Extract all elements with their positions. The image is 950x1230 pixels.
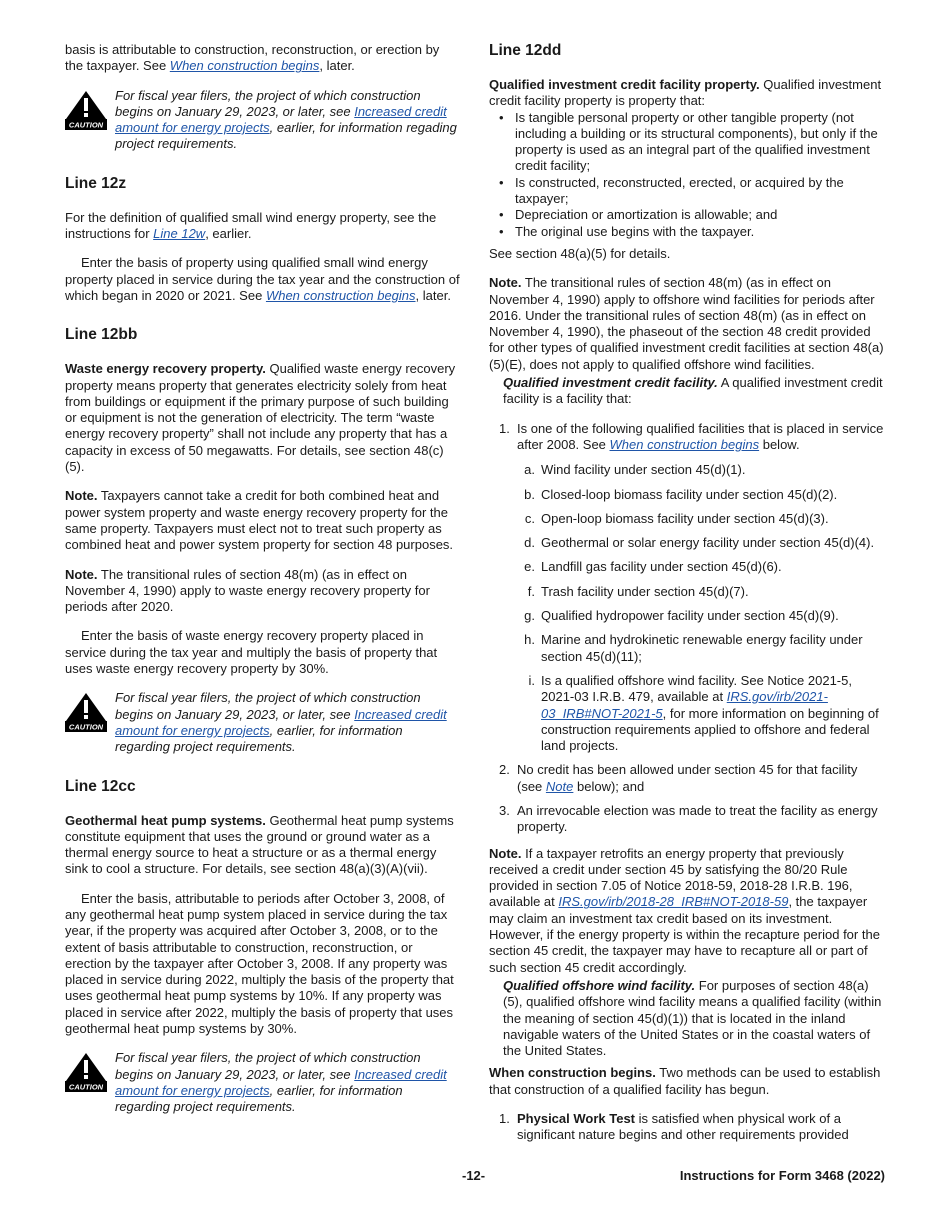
caution-icon-label: CAUTION [68, 1082, 104, 1092]
when-construction-begins-paragraph: When construction begins. Two methods can be used to establish that construction of a qualified facility has begun. [489, 1065, 881, 1097]
list-item: a. Wind facility under section 45(d)(1). [524, 462, 746, 478]
caution-icon-label: CAUTION [68, 722, 104, 732]
caution-note-2: CAUTION For fiscal year filers, the project of which construction begins on January 29, 2023, or later, see Increased credit amount for energy projects, earlier, for information regarding project requirements. [65, 690, 460, 755]
increased-credit-link[interactable]: Increased credit amount for energy projects [115, 706, 447, 738]
line-12z-enter-basis: Enter the basis of property using qualified small wind energy property placed in service during the tax year and the construction of which began in 2020 or 2021. See When construction begins, later. [65, 255, 460, 303]
list-item: 1. Physical Work Test is satisfied when physical work of a significant nature begins and other requirements provided [499, 1111, 849, 1143]
list-item: e. Landfill gas facility under section 45(d)(6). [524, 559, 782, 575]
list-item: • Is tangible personal property or other tangible property (not including a building or its structural components), but only if the property is used as an integral part of the qualified investment credit facility; [489, 110, 885, 175]
note-retrofit: Note. If a taxpayer retrofits an energy property that previously received a credit under section 45 by satisfying the 80/20 Rule provided in section 7.05 of Notice 2018-59, 2018-28 I.R.B. 196, available at IRS.gov/irb/2018-28_IRB#NOT-2018-59, the taxpayer may claim an investment tax credit based on its investment. However, if the energy property is within the recapture period for the section 45 credit, the taxpayer may have to recapture all or part of such section 45 credit accordingly. [489, 845, 880, 975]
qicf-property-paragraph: Qualified investment credit facility property. Qualified investment credit facility property is property that: [489, 77, 882, 109]
heading-line-12bb: Line 12bb [65, 326, 138, 344]
form-title: Instructions for Form 3468 (2022) [679, 1168, 885, 1183]
offshore-wind-definition: Qualified offshore wind facility. For purposes of section 48(a)(5), qualified offshore wind facility means a qualified facility (within the meaning of section 45(d)(1)) that is located in the inland navigable waters of the United States or in the coastal waters of the United States. [503, 977, 882, 1059]
when-construction-begins-link[interactable]: When construction begins [169, 58, 320, 74]
line-12w-link[interactable]: Line 12w [153, 226, 206, 242]
list-item: 3. An irrevocable election was made to treat the facility as energy property. [499, 802, 878, 835]
caution-note-1: CAUTION For fiscal year filers, the project of which construction begins on January 29, 2023, or later, see Increased credit amount for energy projects, earlier, for information regading project requirements. [65, 88, 460, 153]
left-column [65, 42, 460, 1138]
list-item: i. Is a qualified offshore wind facility. See Notice 2021-5, 2021-03 I.R.B. 479, available at IRS.gov/irb/2021-03_IRB#NOT-2021-5, for more information on beginning of construction requirements applied to offshore and federal land projects. [528, 672, 879, 754]
geothermal-paragraph: Geothermal heat pump systems. Geothermal heat pump systems constitute equipment that uses the ground or ground water as a thermal energy source to heat a structure or as a thermal energy sink to cool a structure. For details, see section 48(a)(3)(A)(vii). [65, 812, 454, 877]
caution-icon-label: CAUTION [68, 120, 104, 130]
caution-icon [65, 90, 107, 130]
irs-notice-2018-59-link[interactable]: IRS.gov/irb/2018-28_IRB#NOT-2018-59 [558, 894, 789, 910]
property-requirements-list [489, 110, 885, 240]
note-link[interactable]: Note [545, 778, 574, 794]
list-item: h. Marine and hydrokinetic renewable energy facility under section 45(d)(11); [524, 632, 863, 664]
list-item: 2. No credit has been allowed under section 45 for that facility (see Note below); and [499, 762, 858, 794]
list-item: • Depreciation or amortization is allowable; and [489, 207, 885, 223]
when-construction-begins-link[interactable]: When construction begins [609, 436, 760, 452]
heading-line-12dd: Line 12dd [489, 42, 562, 59]
caution-note-3: CAUTION For fiscal year filers, the project of which construction begins on January 29, 2023, or later, see Increased credit amount for energy projects, earlier, for information regarding project requirements. [65, 1050, 460, 1115]
line-12z-definition: For the definition of qualified small wind energy property, see the instructions for Line 12w, earlier. [65, 209, 437, 242]
qicf-definition: Qualified investment credit facility. A qualified investment credit facility is a facility that: [503, 375, 883, 407]
waste-energy-paragraph: Waste energy recovery property. Qualified waste energy recovery property means property that generates electricity solely from heat from buildings or equipment if the primary purpose of such building or equipment is not the generation of electricity. The term “waste energy recovery property” shall not include any property that has a capacity in excess of 50 megawatts. For details, see section 48(c)(5). [65, 361, 456, 475]
page-number: -12- [462, 1168, 486, 1183]
increased-credit-link[interactable]: Increased credit amount for energy projects [115, 1066, 447, 1098]
right-column [489, 42, 885, 1154]
list-item: • Is constructed, reconstructed, erected, or acquired by the taxpayer; [489, 175, 885, 208]
list-item: g. Qualified hydropower facility under section 45(d)(9). [524, 608, 839, 624]
note-offshore-wind: Note. The transitional rules of section 48(m) (as in effect on November 4, 1990) apply to offshore wind facilities for periods after 2016. Under the transitional rules of section 48(m) (as in effect on November 4, 1990), the phaseout of the section 48 credit provided for other types of qualified investment credit facilities at section 48(a)(5)(E), does not apply to qualified offshore wind facilities. [489, 275, 884, 372]
list-item: d. Geothermal or solar energy facility under section 45(d)(4). [524, 535, 875, 551]
facility-requirements-list [489, 421, 885, 836]
increased-credit-link[interactable]: Increased credit amount for energy projects [115, 103, 447, 136]
heading-line-12cc: Line 12cc [65, 777, 136, 795]
list-item: f. Trash facility under section 45(d)(7). [527, 583, 749, 599]
when-construction-begins-link[interactable]: When construction begins [265, 287, 416, 303]
intro-paragraph: basis is attributable to construction, reconstruction, or erection by the taxpayer. See When construction begins, later. [65, 42, 440, 74]
list-item: c. Open-loop biomass facility under section 45(d)(3). [524, 510, 829, 526]
construction-methods-list [489, 1111, 885, 1144]
list-item: b. Closed-loop biomass facility under section 45(d)(2). [524, 486, 838, 502]
see-section-paragraph: See section 48(a)(5) for details. [489, 245, 671, 261]
caution-icon [65, 692, 107, 732]
note-transitional-rules: Note. The transitional rules of section 48(m) (as in effect on November 4, 1990) apply to waste energy recovery property for periods after 2020. [65, 566, 430, 615]
line-12cc-enter-basis: Enter the basis, attributable to periods after October 3, 2008, of any geothermal heat pump system placed in service during the tax year, if the property was acquired after October 3, 2008, or to the extent of basis attributable to construction, reconstruction, or erection by the taxpayer after October 3, 2008. If any property was placed in service during 2022, multiply the basis of the property that uses geothermal heat pump systems by 10%. If any property was placed in service after 2022, multiply the basis of property that uses geothermal heat pump systems by 30%. [65, 890, 454, 1037]
line-12bb-enter-basis: Enter the basis of waste energy recovery property placed in service during the tax year and multiply the basis of property that uses waste energy recovery property by 30%. [65, 628, 438, 677]
list-item: 1. Is one of the following qualified facilities that is placed in service after 2008. See When construction begins below. a. Wind facility under section 45(d)(1). b. Closed-loop biomass facility under section 45(d)(2). c. Open-loop biomass facility under section 45(d)(3). d. Geothermal or solar energy facility under section 45(d)(4). e. Landfill gas facility under section 45(d)(6). f. Trash facility under section 45(d)(7). g. Qualified hydropower facility under section 45(d)(9). h. Marine and hydrokinetic renewable energy facility under section 45(d)(11); i. Is a qualified offshore wind facility. See Notice 2021-5, 2021-03 I.R.B. 479, available at IRS.gov/irb/2021-03_IRB#NOT-2021-5, for more information on beginning of construction requirements applied to offshore and federal land projects. [499, 420, 884, 754]
list-item: • The original use begins with the taxpayer. [489, 224, 885, 240]
heading-line-12z: Line 12z [65, 174, 127, 192]
caution-icon [65, 1052, 107, 1092]
irs-notice-2021-5-link[interactable]: IRS.gov/irb/2021-03_IRB#NOT-2021-5 [541, 689, 828, 721]
note-combined-heat: Note. Taxpayers cannot take a credit for both combined heat and power system property and waste energy recovery property for the same property. Taxpayers must elect not to treat such property as combined heat and power system property for section 48 purposes. [65, 488, 454, 553]
facility-types-list [517, 462, 885, 754]
